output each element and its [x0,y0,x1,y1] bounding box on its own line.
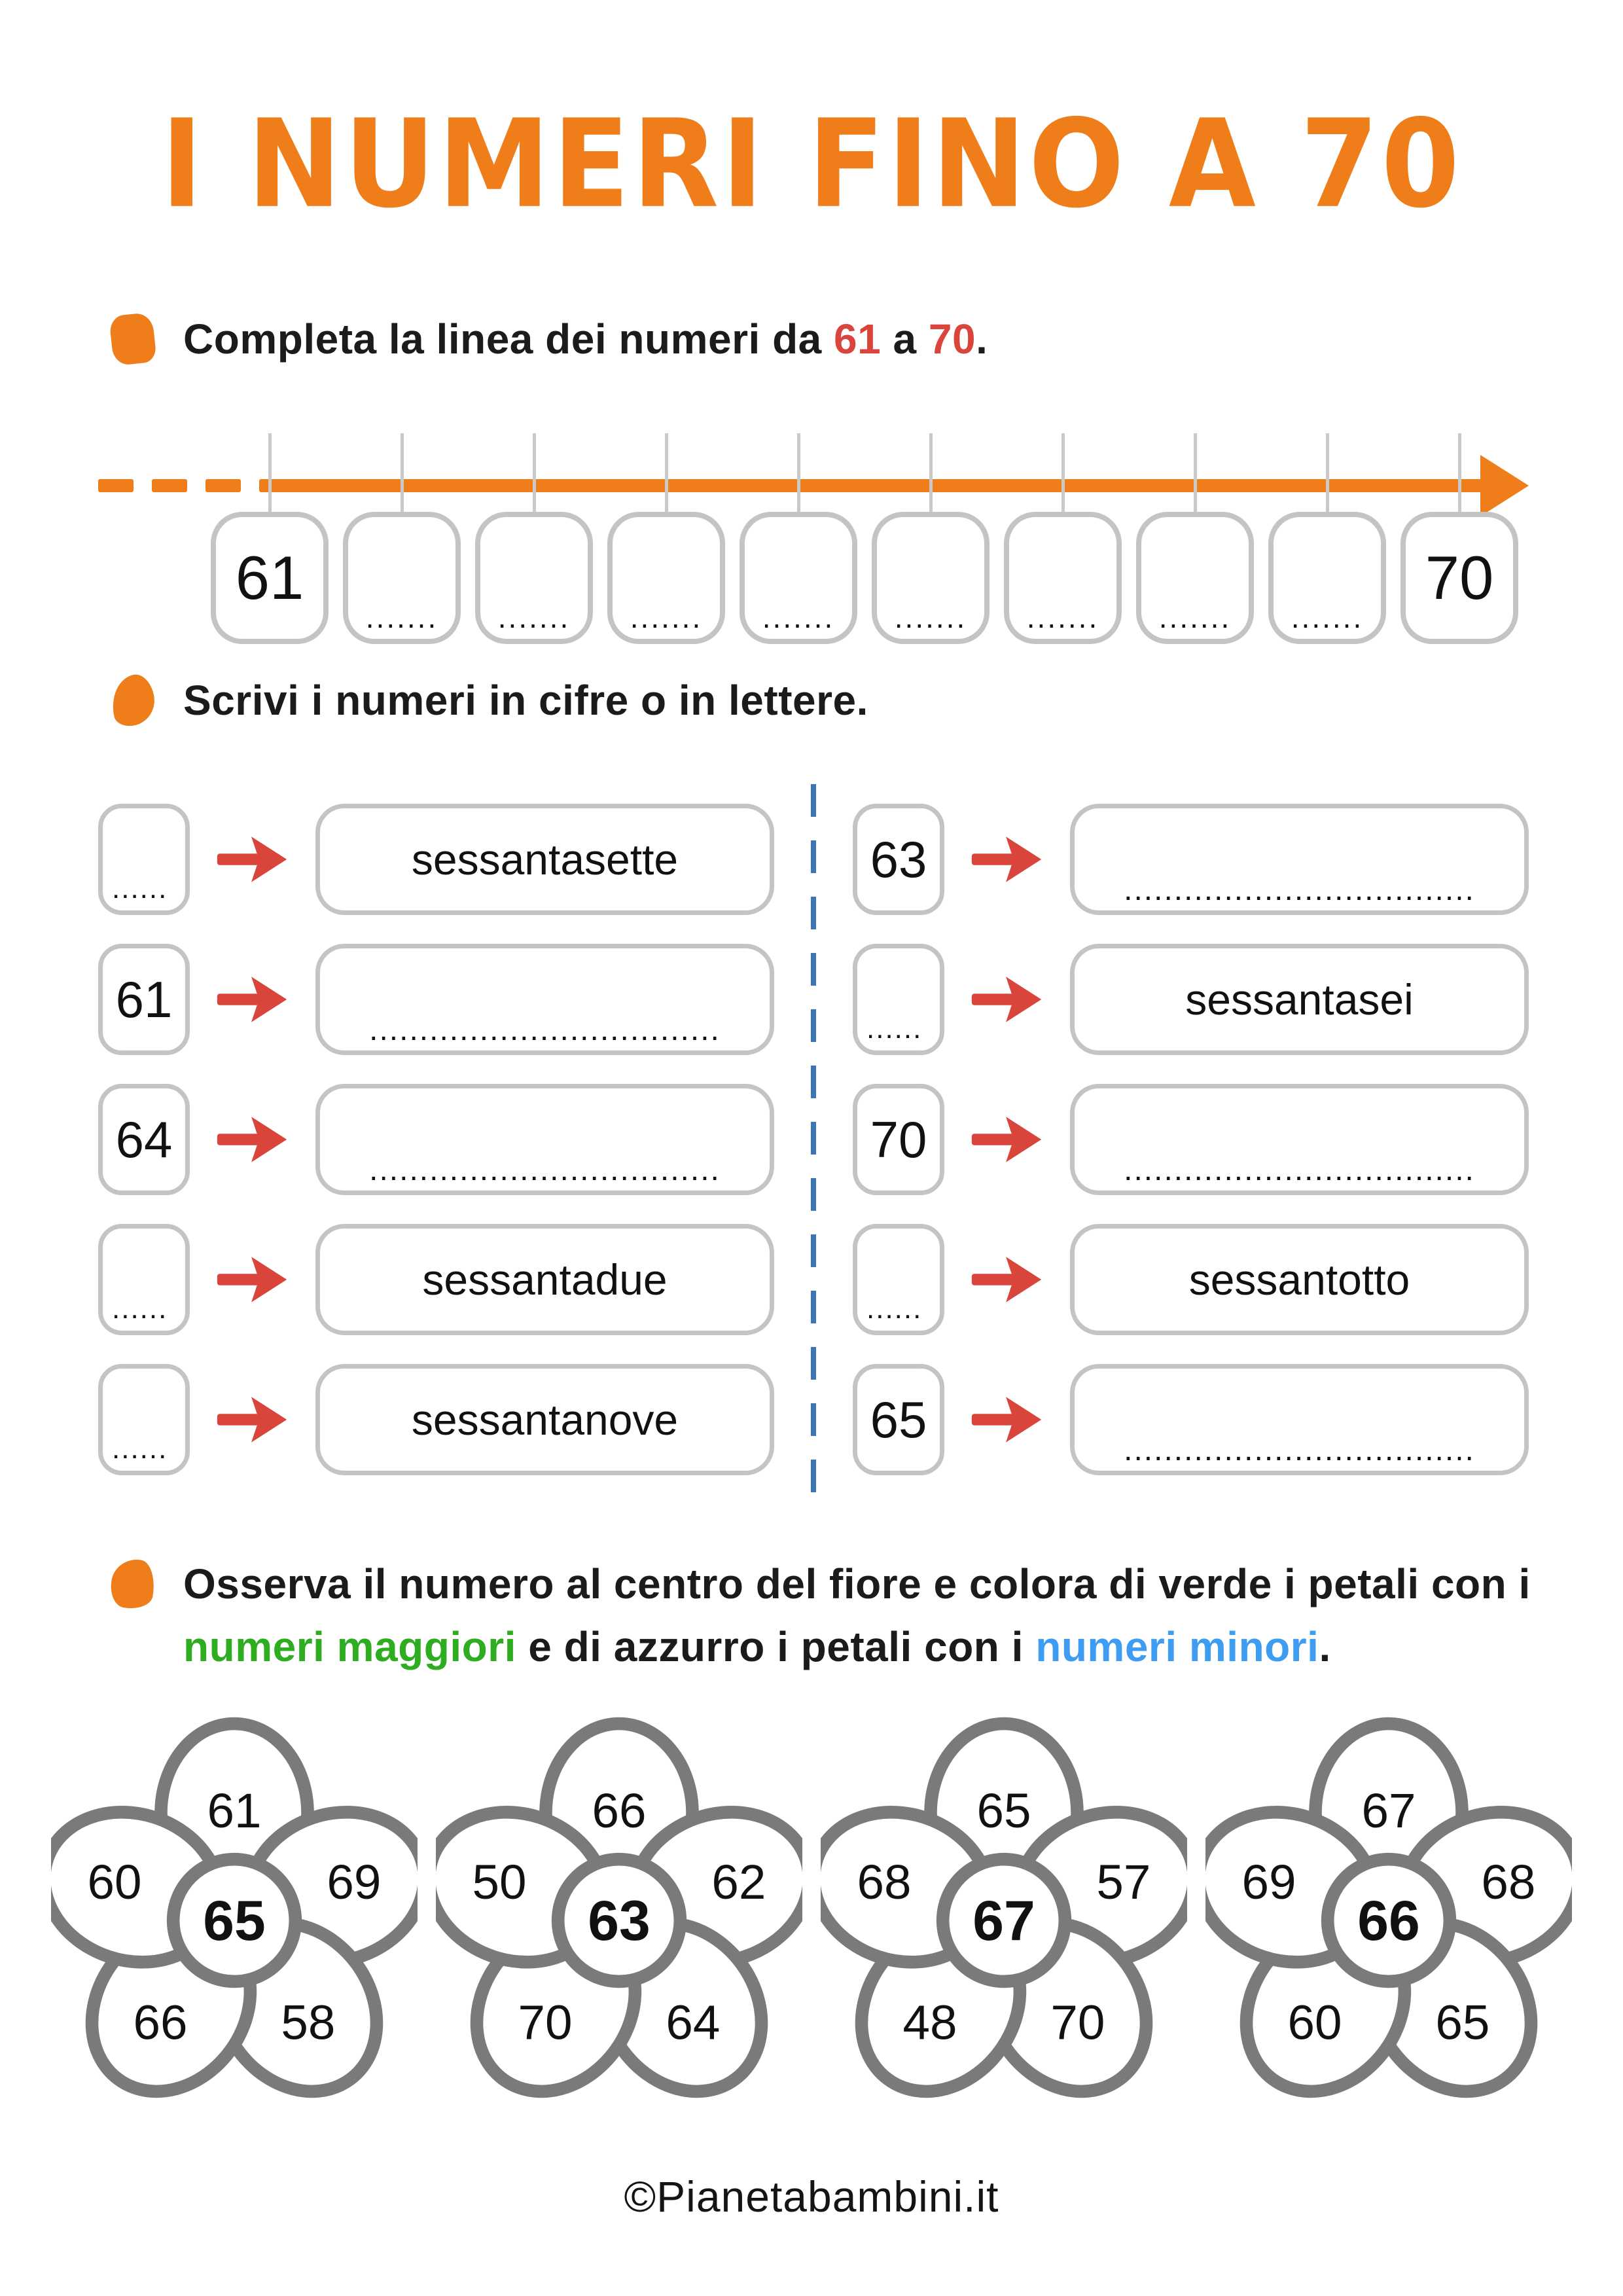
digit-blank-box[interactable] [98,804,190,915]
digit-blank-box[interactable] [98,1364,190,1475]
instruction-text: a [881,315,929,363]
orange-blob-icon [107,672,159,729]
digit-box: 64 [98,1084,190,1195]
exercise3-header [111,1552,1538,1678]
digit-box: 61 [98,944,190,1055]
number-line-number-box: 70 [1400,512,1518,644]
petal-number: 66 [133,1994,188,2050]
blank-dots: ...... [866,1013,923,1045]
digit-box: 70 [853,1084,944,1195]
flower-center-number: 66 [1357,1889,1420,1952]
arrow-head-icon [1480,455,1529,516]
digit-box: 63 [853,804,944,915]
conversion-row [853,1224,1529,1335]
number-line [98,419,1529,655]
arrow-dash [205,479,241,492]
blank-dots: ................................... [1124,1153,1475,1187]
right-arrow-icon [215,1393,291,1446]
number-line-blank-box[interactable] [607,512,725,644]
conversion-row [98,944,774,1055]
blank-dots: ....... [894,600,967,634]
right-arrow-icon [215,833,291,886]
petal-number: 68 [1481,1854,1536,1909]
exercise2-header [111,669,868,732]
instruction-text-red: 61 [834,315,882,363]
word-blank-box[interactable] [1070,1364,1529,1475]
page-title: I NUMERI FINO A 70 [160,92,1463,236]
dashed-divider [811,784,816,1508]
right-arrow-icon [969,833,1045,886]
petal-number: 67 [1361,1783,1416,1839]
exercise1-instruction [183,308,988,370]
arrow-dash [98,479,134,492]
word-blank-box[interactable] [1070,1084,1529,1195]
exercise1-header [111,308,988,370]
instruction-text-red: 70 [928,315,976,363]
flowers-row [51,1699,1572,2131]
right-arrow-icon [215,973,291,1026]
right-arrow-icon [969,973,1045,1026]
number-line-blank-box[interactable] [343,512,461,644]
conversion-row [98,1364,774,1475]
number-line-arrow [98,454,1529,517]
blank-dots: ................................... [369,1013,721,1047]
exercise2-grid [98,804,1529,1475]
petal-number: 69 [327,1854,382,1909]
instruction-text: e di azzurro i petali con i [516,1623,1036,1670]
right-arrow-icon [969,1393,1045,1446]
petal-number: 70 [518,1994,573,2050]
number-line-number-box: 61 [211,512,329,644]
petal-number: 68 [857,1854,912,1909]
conversion-row [98,804,774,915]
petal-number: 66 [592,1783,647,1839]
number-line-blank-box[interactable] [1136,512,1254,644]
exercise2-left-column [98,804,774,1475]
right-arrow-icon [215,1113,291,1166]
word-blank-box[interactable] [315,944,774,1055]
conversion-row [853,1364,1529,1475]
conversion-row [853,944,1529,1055]
flower [436,1699,802,2125]
arrow-dash [152,479,187,492]
digit-blank-box[interactable] [98,1224,190,1335]
word-box: sessantasette [315,804,774,915]
blank-dots: ...... [112,1433,168,1465]
instruction-text: Osserva il numero al centro del fiore e colora di verde i petali con i [183,1560,1531,1607]
petal-number: 57 [1096,1854,1151,1909]
flower-center-number: 67 [972,1889,1035,1952]
petal-number: 69 [1241,1854,1296,1909]
instruction-text: Completa la linea dei numeri da [183,315,834,363]
digit-box: 65 [853,1364,944,1475]
blank-dots: ....... [1291,600,1364,634]
petal-number: 60 [1287,1994,1342,2050]
conversion-row [853,1084,1529,1195]
exercise2-instruction: Scrivi i numeri in cifre o in lettere. [183,677,868,724]
word-box: sessantadue [315,1224,774,1335]
blank-dots: ...... [112,1293,168,1325]
instruction-text-green: numeri maggiori [183,1623,516,1670]
arrow-shaft [259,479,1484,492]
flower-center-number: 63 [588,1889,651,1952]
blank-dots: ....... [762,600,835,634]
flower [1205,1699,1572,2125]
petal-number: 65 [1435,1994,1490,2050]
word-blank-box[interactable] [315,1084,774,1195]
exercise3-instruction [183,1552,1538,1678]
petal-number: 60 [87,1854,142,1909]
conversion-row [853,804,1529,915]
petal-number: 62 [711,1854,766,1909]
right-arrow-icon [969,1253,1045,1306]
blank-dots: ....... [497,600,571,634]
blank-dots: ....... [365,600,438,634]
number-line-blank-box[interactable] [1004,512,1122,644]
petal-number: 61 [207,1783,262,1839]
petal-number: 50 [472,1854,527,1909]
number-line-blank-box[interactable] [1268,512,1386,644]
number-line-blank-box[interactable] [740,512,857,644]
word-box: sessantasei [1070,944,1529,1055]
petal-number: 65 [976,1783,1031,1839]
petal-number: 58 [281,1994,336,2050]
petal-number: 70 [1050,1994,1105,2050]
blank-dots: ....... [1026,600,1099,634]
right-arrow-icon [215,1253,291,1306]
conversion-row [98,1224,774,1335]
blank-dots: ................................... [1124,1433,1475,1467]
number-line-blank-box[interactable] [475,512,593,644]
blank-dots: ................................... [1124,872,1475,907]
blank-dots: ...... [112,872,168,905]
blank-dots: ....... [630,600,703,634]
petal-number: 48 [902,1994,957,2050]
word-box: sessantanove [315,1364,774,1475]
conversion-row [98,1084,774,1195]
orange-blob-icon [107,1556,158,1611]
right-arrow-icon [969,1113,1045,1166]
blank-dots: ....... [1158,600,1232,634]
flower-center-number: 65 [203,1889,266,1952]
blank-dots: ...... [866,1293,923,1325]
word-box: sessantotto [1070,1224,1529,1335]
digit-blank-box[interactable] [853,944,944,1055]
instruction-text: . [976,315,988,363]
footer-credit: ©Pianetabambini.it [624,2172,999,2221]
flower [821,1699,1187,2125]
instruction-text: . [1319,1623,1331,1670]
flower [51,1699,418,2125]
petal-number: 64 [666,1994,721,2050]
orange-blob-icon [109,312,157,366]
number-line-boxes [211,512,1518,644]
number-line-blank-box[interactable] [872,512,990,644]
instruction-text-blue: numeri minori [1035,1623,1319,1670]
digit-blank-box[interactable] [853,1224,944,1335]
exercise2-right-column [853,804,1529,1475]
word-blank-box[interactable] [1070,804,1529,915]
blank-dots: ................................... [369,1153,721,1187]
